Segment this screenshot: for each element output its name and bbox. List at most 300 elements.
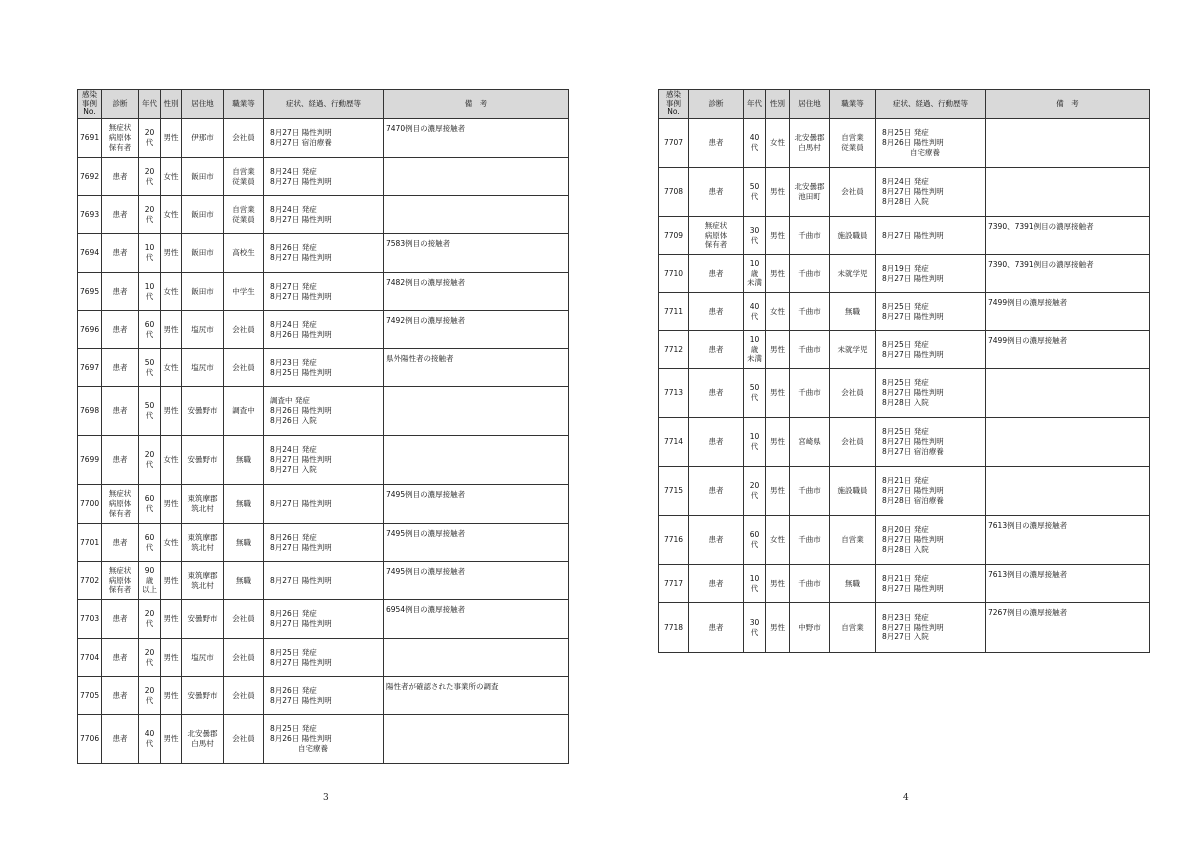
symptoms-cell <box>264 234 384 273</box>
age-cell: 20代 <box>744 467 766 516</box>
symptom-line: 8月27日 陽性判明 <box>882 273 944 283</box>
sex-cell: 男性 <box>161 119 182 158</box>
symptom-line: 8月27日 陽性判明 <box>270 657 332 667</box>
diagnosis-cell: 患者 <box>689 516 744 565</box>
sex-cell: 男性 <box>161 677 182 715</box>
symptoms-cell <box>264 273 384 311</box>
sex-cell: 女性 <box>766 516 790 565</box>
residence-cell: 飯田市 <box>182 273 224 311</box>
header-sex: 性別 <box>161 90 182 119</box>
residence-cell: 千曲市 <box>790 255 830 293</box>
symptom-line: 8月27日 陽性判明 <box>882 349 944 359</box>
symptom-line: 8月27日 陽性判明 <box>270 176 332 186</box>
symptoms-cell <box>876 603 986 653</box>
table-row <box>78 436 569 485</box>
table-header-row <box>78 90 569 119</box>
diagnosis-cell: 患者 <box>689 565 744 603</box>
sex-cell: 男性 <box>161 311 182 349</box>
remarks-cell: 7499例目の濃厚接触者 <box>986 331 1150 369</box>
age-cell: 10歳 未満 <box>744 331 766 369</box>
symptoms-cell <box>876 565 986 603</box>
symptom-line: 8月24日 発症 <box>270 445 317 455</box>
symptom-line: 8月25日 発症 <box>882 301 929 311</box>
sex-cell: 女性 <box>766 293 790 331</box>
case-no-cell: 7709 <box>659 217 689 255</box>
remarks-cell: 7492例目の濃厚接触者 <box>384 311 569 349</box>
table-row <box>659 217 1150 255</box>
symptoms-cell <box>876 516 986 565</box>
occupation-cell: 自営業 <box>830 516 876 565</box>
symptom-line: 8月27日 陽性判明 <box>882 311 944 321</box>
sex-cell: 女性 <box>161 349 182 387</box>
occupation-cell: 無職 <box>224 524 264 562</box>
diagnosis-cell: 患者 <box>102 436 139 485</box>
case-no-cell: 7716 <box>659 516 689 565</box>
residence-cell: 北安曇郡 池田町 <box>790 168 830 217</box>
diagnosis-cell: 患者 <box>102 524 139 562</box>
symptoms-cell <box>876 369 986 418</box>
symptom-line: 8月27日 宿泊療養 <box>882 446 944 456</box>
residence-cell: 北安曇郡 白馬村 <box>182 715 224 764</box>
age-cell: 30代 <box>744 217 766 255</box>
sex-cell: 男性 <box>161 387 182 436</box>
occupation-cell: 会社員 <box>224 311 264 349</box>
sex-cell: 男性 <box>161 600 182 639</box>
symptom-line: 8月24日 発症 <box>882 177 929 187</box>
case-no-cell: 7714 <box>659 418 689 467</box>
symptom-line: 8月27日 陽性判明 <box>270 499 332 509</box>
table-row <box>78 524 569 562</box>
occupation-cell: 無職 <box>224 562 264 600</box>
symptom-line: 8月25日 発症 <box>270 647 317 657</box>
symptom-line: 8月25日 発症 <box>882 128 929 138</box>
symptoms-cell <box>876 255 986 293</box>
diagnosis-cell: 無症状 病原体 保有者 <box>689 217 744 255</box>
residence-cell: 東筑摩郡 筑北村 <box>182 485 224 524</box>
case-table-page-4 <box>658 89 1150 653</box>
symptom-line: 8月26日 陽性判明 <box>882 138 944 148</box>
remarks-cell: 7267例目の濃厚接触者 <box>986 603 1150 653</box>
table-row <box>659 119 1150 168</box>
table-row <box>78 196 569 234</box>
table-row <box>78 273 569 311</box>
symptom-line: 8月24日 発症 <box>270 166 317 176</box>
symptom-line: 自宅療養 <box>910 147 940 157</box>
occupation-cell: 会社員 <box>224 349 264 387</box>
sex-cell: 女性 <box>161 524 182 562</box>
case-table-page-3 <box>77 89 569 764</box>
case-no-cell: 7705 <box>78 677 102 715</box>
occupation-cell: 高校生 <box>224 234 264 273</box>
remarks-cell: 6954例目の濃厚接触者 <box>384 600 569 639</box>
residence-cell: 千曲市 <box>790 369 830 418</box>
table-row <box>659 603 1150 653</box>
remarks-cell <box>384 158 569 196</box>
symptom-line: 8月26日 陽性判明 <box>270 406 332 416</box>
residence-cell: 安曇野市 <box>182 436 224 485</box>
age-cell: 40代 <box>139 715 161 764</box>
table-row <box>78 485 569 524</box>
age-cell: 50代 <box>139 349 161 387</box>
occupation-cell: 会社員 <box>224 119 264 158</box>
header-age: 年代 <box>744 90 766 119</box>
header-diagnosis: 診断 <box>689 90 744 119</box>
sex-cell: 男性 <box>766 565 790 603</box>
occupation-cell: 調査中 <box>224 387 264 436</box>
diagnosis-cell: 患者 <box>102 311 139 349</box>
remarks-cell <box>384 436 569 485</box>
diagnosis-cell: 患者 <box>102 196 139 234</box>
occupation-cell: 会社員 <box>224 677 264 715</box>
symptom-line: 8月27日 陽性判明 <box>270 291 332 301</box>
occupation-cell: 自営業 従業員 <box>830 119 876 168</box>
diagnosis-cell: 患者 <box>102 273 139 311</box>
symptoms-cell <box>264 485 384 524</box>
residence-cell: 塩尻市 <box>182 349 224 387</box>
symptom-line: 8月24日 発症 <box>270 319 317 329</box>
header-sex: 性別 <box>766 90 790 119</box>
age-cell: 60代 <box>139 485 161 524</box>
table-row <box>659 255 1150 293</box>
symptoms-cell <box>264 349 384 387</box>
occupation-cell: 未就学児 <box>830 331 876 369</box>
age-cell: 10代 <box>744 418 766 467</box>
residence-cell: 東筑摩郡 筑北村 <box>182 524 224 562</box>
age-cell: 20代 <box>139 639 161 677</box>
header-remarks: 備 考 <box>384 90 569 119</box>
remarks-cell <box>384 387 569 436</box>
case-no-cell: 7708 <box>659 168 689 217</box>
case-no-cell: 7697 <box>78 349 102 387</box>
table-row <box>659 331 1150 369</box>
table-row <box>78 639 569 677</box>
header-case-no: 感染 事例 No. <box>659 90 689 119</box>
case-no-cell: 7718 <box>659 603 689 653</box>
symptom-line: 8月27日 入院 <box>270 464 317 474</box>
symptoms-cell <box>876 217 986 255</box>
case-no-cell: 7691 <box>78 119 102 158</box>
header-occupation: 職業等 <box>830 90 876 119</box>
diagnosis-cell: 患者 <box>689 331 744 369</box>
symptom-line: 8月28日 入院 <box>882 196 929 206</box>
symptom-line: 8月27日 陽性判明 <box>882 187 944 197</box>
case-no-cell: 7704 <box>78 639 102 677</box>
sex-cell: 男性 <box>766 418 790 467</box>
age-cell: 40代 <box>744 119 766 168</box>
symptom-line: 8月27日 陽性判明 <box>882 388 944 398</box>
occupation-cell: 施設職員 <box>830 217 876 255</box>
table-row <box>659 467 1150 516</box>
table-row <box>78 600 569 639</box>
age-cell: 90歳 以上 <box>139 562 161 600</box>
residence-cell: 千曲市 <box>790 467 830 516</box>
age-cell: 10代 <box>139 273 161 311</box>
symptom-line: 8月27日 入院 <box>882 632 929 642</box>
table-header-row <box>659 90 1150 119</box>
table-row <box>659 293 1150 331</box>
age-cell: 20代 <box>139 677 161 715</box>
occupation-cell: 会社員 <box>224 639 264 677</box>
symptom-line: 8月27日 陽性判明 <box>270 253 332 262</box>
occupation-cell: 会社員 <box>830 168 876 217</box>
symptom-line: 8月27日 発症 <box>270 281 317 291</box>
remarks-cell: 7613例目の濃厚接触者 <box>986 565 1150 603</box>
remarks-cell: 7499例目の濃厚接触者 <box>986 293 1150 331</box>
symptom-line: 8月23日 発症 <box>270 357 317 367</box>
symptom-line: 8月27日 宿泊療養 <box>270 138 332 147</box>
residence-cell: 飯田市 <box>182 234 224 273</box>
symptoms-cell <box>264 387 384 436</box>
page-number: 4 <box>903 793 909 803</box>
case-no-cell: 7717 <box>659 565 689 603</box>
case-no-cell: 7698 <box>78 387 102 436</box>
residence-cell: 伊那市 <box>182 119 224 158</box>
symptom-line: 調査中 発症 <box>270 396 310 406</box>
header-symptoms: 症状、経過、行動歴等 <box>264 90 384 119</box>
remarks-cell: 7613例目の濃厚接触者 <box>986 516 1150 565</box>
diagnosis-cell: 患者 <box>689 603 744 653</box>
sex-cell: 男性 <box>161 485 182 524</box>
header-age: 年代 <box>139 90 161 119</box>
symptom-line: 8月24日 発症 <box>270 204 317 214</box>
symptom-line: 8月20日 発症 <box>882 525 929 535</box>
header-case-no: 感染 事例 No. <box>78 90 102 119</box>
table-row <box>659 565 1150 603</box>
symptoms-cell <box>264 436 384 485</box>
table-row <box>78 234 569 273</box>
symptom-line: 8月23日 発症 <box>882 612 929 622</box>
sex-cell: 男性 <box>766 467 790 516</box>
residence-cell: 千曲市 <box>790 217 830 255</box>
age-cell: 50代 <box>744 168 766 217</box>
age-cell: 60代 <box>744 516 766 565</box>
sex-cell: 男性 <box>161 639 182 677</box>
remarks-cell <box>384 196 569 234</box>
symptoms-cell <box>264 562 384 600</box>
occupation-cell: 未就学児 <box>830 255 876 293</box>
age-cell: 30代 <box>744 603 766 653</box>
symptom-line: 8月26日 入院 <box>270 415 317 425</box>
sex-cell: 男性 <box>766 217 790 255</box>
symptom-line: 8月27日 陽性判明 <box>270 128 332 138</box>
case-no-cell: 7699 <box>78 436 102 485</box>
occupation-cell: 中学生 <box>224 273 264 311</box>
occupation-cell: 自営業 従業員 <box>224 196 264 234</box>
symptoms-cell <box>876 293 986 331</box>
sex-cell: 男性 <box>766 331 790 369</box>
symptoms-cell <box>264 311 384 349</box>
symptom-line: 8月19日 発症 <box>882 263 929 273</box>
case-no-cell: 7694 <box>78 234 102 273</box>
table-row <box>659 168 1150 217</box>
symptom-line: 8月27日 陽性判明 <box>882 535 944 545</box>
sex-cell: 男性 <box>161 562 182 600</box>
symptom-line: 8月21日 発症 <box>882 573 929 583</box>
symptom-line: 8月27日 陽性判明 <box>882 622 944 632</box>
case-no-cell: 7695 <box>78 273 102 311</box>
remarks-cell: 7583例目の接触者 <box>384 234 569 273</box>
sex-cell: 女性 <box>161 158 182 196</box>
diagnosis-cell: 患者 <box>102 600 139 639</box>
symptoms-cell <box>264 677 384 715</box>
sex-cell: 男性 <box>766 369 790 418</box>
age-cell: 10代 <box>139 234 161 273</box>
symptom-line: 8月26日 陽性判明 <box>270 734 332 744</box>
case-no-cell: 7712 <box>659 331 689 369</box>
diagnosis-cell: 無症状 病原体 保有者 <box>102 119 139 158</box>
symptom-line: 8月27日 陽性判明 <box>882 437 944 447</box>
symptoms-cell <box>264 158 384 196</box>
table-row <box>78 158 569 196</box>
remarks-cell: 7495例目の濃厚接触者 <box>384 524 569 562</box>
sex-cell: 女性 <box>766 119 790 168</box>
residence-cell: 千曲市 <box>790 293 830 331</box>
remarks-cell <box>986 418 1150 467</box>
diagnosis-cell: 患者 <box>102 158 139 196</box>
occupation-cell: 会社員 <box>830 369 876 418</box>
age-cell: 20代 <box>139 196 161 234</box>
case-no-cell: 7715 <box>659 467 689 516</box>
symptom-line: 8月28日 入院 <box>882 397 929 407</box>
table-row <box>78 119 569 158</box>
case-no-cell: 7693 <box>78 196 102 234</box>
remarks-cell: 7495例目の濃厚接触者 <box>384 562 569 600</box>
residence-cell: 北安曇郡 白馬村 <box>790 119 830 168</box>
case-no-cell: 7707 <box>659 119 689 168</box>
remarks-cell: 7470例目の濃厚接触者 <box>384 119 569 158</box>
residence-cell: 飯田市 <box>182 196 224 234</box>
symptom-line: 8月25日 発症 <box>882 378 929 388</box>
remarks-cell <box>384 639 569 677</box>
diagnosis-cell: 患者 <box>102 349 139 387</box>
symptoms-cell <box>876 119 986 168</box>
residence-cell: 飯田市 <box>182 158 224 196</box>
diagnosis-cell: 無症状 病原体 保有者 <box>102 485 139 524</box>
residence-cell: 塩尻市 <box>182 311 224 349</box>
occupation-cell: 無職 <box>830 565 876 603</box>
symptoms-cell <box>264 600 384 639</box>
sex-cell: 男性 <box>766 603 790 653</box>
header-residence: 居住地 <box>182 90 224 119</box>
diagnosis-cell: 患者 <box>689 418 744 467</box>
symptom-line: 8月26日 発症 <box>270 532 317 542</box>
residence-cell: 千曲市 <box>790 565 830 603</box>
symptoms-cell <box>264 639 384 677</box>
diagnosis-cell: 患者 <box>102 387 139 436</box>
table-row <box>78 562 569 600</box>
diagnosis-cell: 患者 <box>102 234 139 273</box>
table-row <box>659 516 1150 565</box>
case-no-cell: 7700 <box>78 485 102 524</box>
diagnosis-cell: 患者 <box>689 168 744 217</box>
diagnosis-cell: 患者 <box>102 639 139 677</box>
symptom-line: 8月27日 陽性判明 <box>882 583 944 593</box>
sex-cell: 男性 <box>766 255 790 293</box>
header-occupation: 職業等 <box>224 90 264 119</box>
table-row <box>78 677 569 715</box>
diagnosis-cell: 患者 <box>689 119 744 168</box>
remarks-cell <box>986 467 1150 516</box>
table-row <box>78 715 569 764</box>
diagnosis-cell: 患者 <box>689 369 744 418</box>
remarks-cell: 陽性者が確認された事業所の調査 <box>384 677 569 715</box>
header-symptoms: 症状、経過、行動歴等 <box>876 90 986 119</box>
table-row <box>659 369 1150 418</box>
age-cell: 60代 <box>139 524 161 562</box>
symptom-line: 8月27日 陽性判明 <box>270 575 332 585</box>
sex-cell: 女性 <box>161 436 182 485</box>
symptoms-cell <box>264 119 384 158</box>
page-number: 3 <box>323 793 329 803</box>
remarks-cell <box>986 369 1150 418</box>
symptom-line: 8月27日 陽性判明 <box>882 486 944 496</box>
case-no-cell: 7713 <box>659 369 689 418</box>
symptom-line: 8月25日 陽性判明 <box>270 367 332 377</box>
table-body <box>659 119 1150 653</box>
symptoms-cell <box>264 196 384 234</box>
symptoms-cell <box>876 467 986 516</box>
header-diagnosis: 診断 <box>102 90 139 119</box>
header-residence: 居住地 <box>790 90 830 119</box>
age-cell: 10代 <box>744 565 766 603</box>
case-no-cell: 7706 <box>78 715 102 764</box>
occupation-cell: 施設職員 <box>830 467 876 516</box>
symptom-line: 8月26日 発症 <box>270 685 317 695</box>
age-cell: 50代 <box>744 369 766 418</box>
table-row <box>78 311 569 349</box>
sex-cell: 女性 <box>161 273 182 311</box>
age-cell: 50代 <box>139 387 161 436</box>
case-no-cell: 7701 <box>78 524 102 562</box>
diagnosis-cell: 患者 <box>102 715 139 764</box>
residence-cell: 安曇野市 <box>182 600 224 639</box>
table-body <box>78 119 569 764</box>
diagnosis-cell: 患者 <box>689 293 744 331</box>
sex-cell: 男性 <box>161 234 182 273</box>
age-cell: 60代 <box>139 311 161 349</box>
symptoms-cell <box>876 331 986 369</box>
symptom-line: 8月25日 発症 <box>270 724 317 734</box>
residence-cell: 中野市 <box>790 603 830 653</box>
symptoms-cell <box>264 524 384 562</box>
age-cell: 20代 <box>139 600 161 639</box>
symptom-line: 8月26日 発症 <box>270 609 317 619</box>
residence-cell: 安曇野市 <box>182 387 224 436</box>
symptoms-cell <box>876 168 986 217</box>
occupation-cell: 自営業 従業員 <box>224 158 264 196</box>
remarks-cell <box>384 715 569 764</box>
remarks-cell <box>986 168 1150 217</box>
age-cell: 20代 <box>139 158 161 196</box>
symptom-line: 自宅療養 <box>298 743 328 753</box>
symptom-line: 8月27日 陽性判明 <box>270 455 332 465</box>
age-cell: 10歳 未満 <box>744 255 766 293</box>
age-cell: 20代 <box>139 119 161 158</box>
symptoms-cell <box>264 715 384 764</box>
symptoms-cell <box>876 418 986 467</box>
sex-cell: 男性 <box>161 715 182 764</box>
symptom-line: 8月27日 陽性判明 <box>882 230 944 240</box>
symptom-line: 8月21日 発症 <box>882 476 929 486</box>
residence-cell: 塩尻市 <box>182 639 224 677</box>
occupation-cell: 無職 <box>224 436 264 485</box>
case-no-cell: 7710 <box>659 255 689 293</box>
occupation-cell: 会社員 <box>830 418 876 467</box>
symptom-line: 8月27日 陽性判明 <box>270 695 332 705</box>
table-row <box>78 387 569 436</box>
occupation-cell: 会社員 <box>224 600 264 639</box>
diagnosis-cell: 患者 <box>689 467 744 516</box>
